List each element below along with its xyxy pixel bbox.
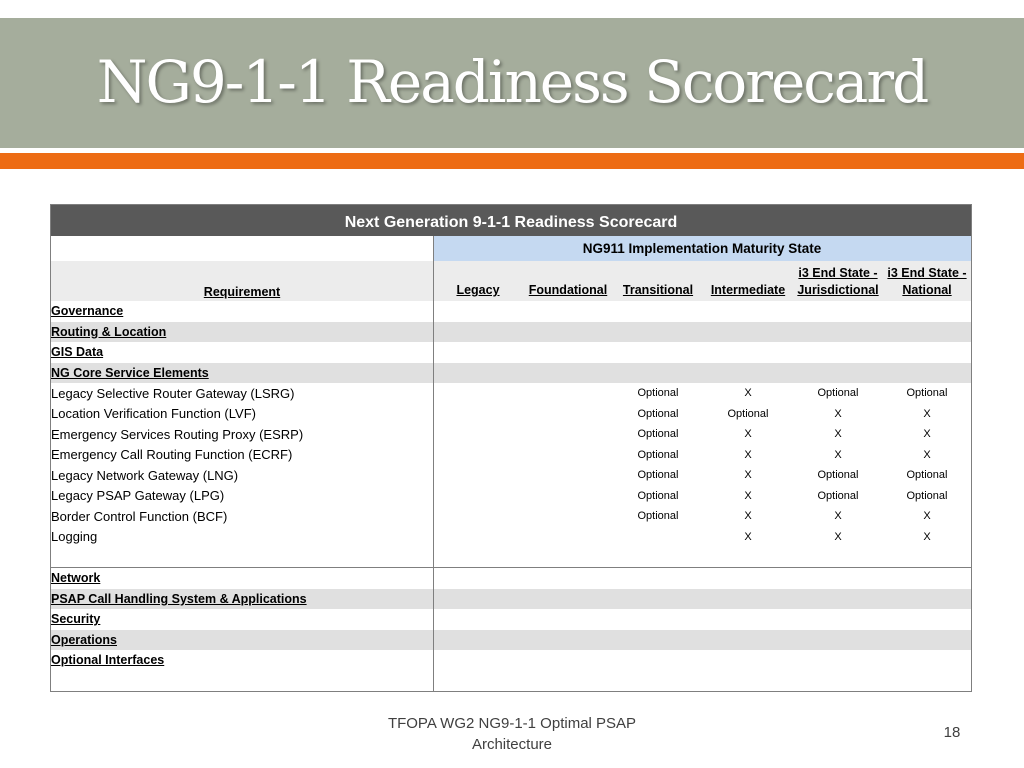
readiness-cell [613,527,703,548]
readiness-cell: X [923,407,931,420]
readiness-cell: X [834,448,842,461]
readiness-cell: Optional [906,469,948,482]
readiness-cell: Optional [637,489,679,502]
readiness-cell [523,445,613,466]
table-row [51,567,971,589]
col-header-i3-national: i3 End State - National [887,266,967,297]
readiness-cell [523,404,613,425]
table-row [51,650,971,671]
readiness-cell: Optional [817,489,859,502]
readiness-cell [433,465,523,486]
readiness-cell [523,486,613,507]
readiness-cell: Optional [637,407,679,420]
readiness-cell [433,445,523,466]
readiness-cell: Optional [817,469,859,482]
table-row [51,506,971,527]
requirement-name: Location Verification Function (LVF) [51,406,256,422]
group-label: Governance [51,304,124,319]
col-header-intermediate: Intermediate [710,283,786,297]
readiness-cell: X [744,489,752,502]
readiness-cell [433,506,523,527]
table-row [51,486,971,507]
maturity-header-row [51,236,971,261]
scorecard-table [50,204,972,692]
readiness-cell [523,527,613,548]
readiness-cell [433,527,523,548]
accent-bar [0,153,1024,169]
readiness-cell: X [744,448,752,461]
readiness-cell: Optional [906,489,948,502]
slide-title: NG9-1-1 Readiness Scorecard [96,48,928,116]
column-divider [433,236,434,691]
readiness-cell: X [923,510,931,523]
readiness-cell: Optional [637,448,679,461]
col-header-foundational: Foundational [528,283,608,297]
readiness-cell [523,424,613,445]
readiness-cell: X [923,448,931,461]
requirement-name: Emergency Services Routing Proxy (ESRP) [51,426,304,442]
group-label: GIS Data [51,345,104,360]
readiness-cell [433,424,523,445]
table-row [51,301,971,322]
readiness-cell: X [744,510,752,523]
table-row [51,445,971,466]
table-row [51,363,971,384]
readiness-cell: Optional [817,387,859,400]
readiness-cell: X [923,428,931,441]
table-row [51,424,971,445]
col-header-i3-jurisdictional: i3 End State - Jurisdictional [797,266,879,297]
group-label: PSAP Call Handling System & Applications [51,591,307,606]
table-row [51,404,971,425]
group-label: Routing & Location [51,324,167,339]
requirement-name: Legacy Selective Router Gateway (LSRG) [51,385,295,401]
group-label: Operations [51,632,117,647]
table-caption: Next Generation 9-1-1 Readiness Scorecard [51,205,971,236]
maturity-header: NG911 Implementation Maturity State [433,236,971,261]
group-label: NG Core Service Elements [51,365,209,380]
readiness-cell: X [834,428,842,441]
readiness-cell: Optional [637,469,679,482]
table-row [51,322,971,343]
group-label: Security [51,612,101,627]
readiness-cell: Optional [727,407,769,420]
readiness-cell: Optional [637,510,679,523]
footer-text: TFOPA WG2 NG9-1-1 Optimal PSAP Architecture [387,715,637,753]
table-row [51,589,971,610]
requirement-name: Border Control Function (BCF) [51,508,228,524]
page-number: 18 [943,724,961,741]
group-label: Network [51,571,101,586]
readiness-cell: Optional [637,428,679,441]
readiness-cell: X [744,428,752,441]
column-header-row [51,261,971,301]
table-row [51,527,971,548]
readiness-cell [433,404,523,425]
readiness-cell: X [744,530,752,543]
readiness-cell [523,465,613,486]
group-label: Optional Interfaces [51,653,165,668]
requirement-header: Requirement [203,285,281,299]
requirement-name: Logging [51,529,98,545]
empty-cell [51,236,433,261]
readiness-cell: X [834,510,842,523]
table-body [51,301,971,671]
col-header-legacy: Legacy [456,283,500,297]
requirement-name: Legacy PSAP Gateway (LPG) [51,488,225,504]
requirement-name: Emergency Call Routing Function (ECRF) [51,447,293,463]
readiness-cell [433,486,523,507]
readiness-cell: Optional [906,387,948,400]
spacer [51,547,971,567]
table-row [51,342,971,363]
readiness-cell: X [744,387,752,400]
readiness-cell: X [834,407,842,420]
table-row [51,383,971,404]
readiness-cell [433,383,523,404]
readiness-cell [523,506,613,527]
readiness-cell [523,383,613,404]
col-header-transitional: Transitional [622,283,694,297]
requirement-name: Legacy Network Gateway (LNG) [51,467,239,483]
readiness-cell: Optional [637,387,679,400]
table-row [51,465,971,486]
readiness-cell: X [923,530,931,543]
readiness-cell: X [744,469,752,482]
readiness-cell: X [834,530,842,543]
table-row [51,630,971,651]
table-row [51,609,971,630]
